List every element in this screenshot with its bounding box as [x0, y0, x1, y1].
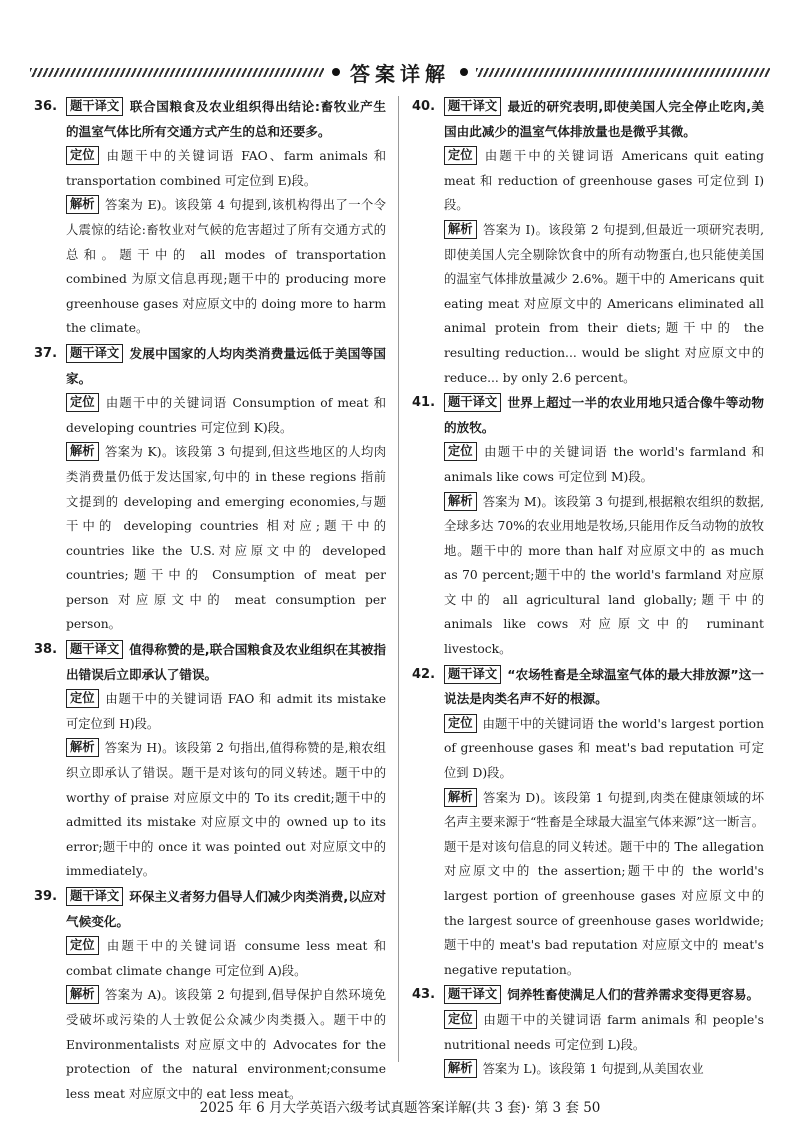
locate-para: [444, 712, 764, 786]
analysis-tag: 解析: [66, 195, 99, 214]
translation-text: 值得称赞的是,联合国粮食及农业组织在其被指出错误后立即承认了错误。: [66, 642, 386, 682]
analysis-tag: 解析: [444, 788, 477, 807]
analysis-text: 答案为 E)。该段第 4 句提到,该机构得出了一个令人震惊的结论:畜牧业对气候的危害超过了所有交通方式的总和。题干中的 all modes of transportation combined 为原文信息再现;题干中的 producing more greenhouse gases 对应原文中的 doing more to harm the climate。: [66, 198, 386, 336]
locate-para: [66, 144, 386, 193]
translation-text: 联合国粮食及农业组织得出结论:畜牧业产生的温室气体比所有交通方式产生的总和还要多。: [66, 99, 386, 139]
locate-text: 由题干中的关键词语 FAO 和 admit its mistake 可定位到 H)段。: [66, 692, 386, 731]
translation-tag: 题干译文: [444, 665, 501, 684]
locate-para: [444, 440, 764, 489]
analysis-text: 答案为 D)。该段第 1 句提到,肉类在健康领域的坏名声主要来源于“牲畜是全球最大温室气体来源”这一断言。题干是对该句信息的同义转述。题干中的 The allegation 对应原文中的 the assertion;题干中的 the world's largest portion of greenhouse gases 对应原文中的 the largest source of greenhouse gases worldwide;题干中的 meat's bad reputation 对应原文中的 meat's negative reputation。: [444, 790, 764, 977]
translation-tag: 题干译文: [444, 393, 501, 412]
locate-para: [66, 934, 386, 983]
left-column: [34, 95, 386, 1101]
locate-text: 由题干中的关键词语 farm animals 和 people's nutritional needs 可定位到 L)段。: [444, 1012, 764, 1052]
analysis-text: 答案为 K)。该段第 3 句提到,但这些地区的人均肉类消费量仍低于发达国家,句中的 in these regions 指前文提到的 developing and emerging economies,与题干中的 developing countries 相对应;题干中的 countries like the U.S.对应原文中的 developed countries;题干中的 Consumption of meat per person 对应原文中的 meat consumption per person。: [66, 445, 386, 632]
translation-para: [444, 983, 764, 1008]
analysis-para: [66, 983, 386, 1106]
question-number: 40.: [412, 99, 436, 114]
locate-para: [444, 144, 764, 218]
right-column: [412, 95, 764, 1077]
translation-text: 最近的研究表明,即使美国人完全停止吃肉,美国由此减少的温室气体排放量也是微乎其微。: [444, 99, 764, 139]
question-40: [412, 95, 764, 390]
analysis-para: [444, 1057, 764, 1082]
header-bullet-right: [460, 68, 468, 76]
analysis-para: [444, 786, 764, 983]
translation-para: [66, 342, 386, 391]
header-hatch-left: [30, 68, 324, 77]
locate-para: [66, 391, 386, 440]
locate-text: 由题干中的关键词语 Americans quit eating meat 和 reduction of greenhouse gases 可定位到 I)段。: [444, 149, 764, 213]
locate-para: [444, 1008, 764, 1057]
translation-para: [66, 638, 386, 687]
analysis-text: 答案为 H)。该段第 2 句指出,值得称赞的是,粮农组织立即承认了错误。题干是对该句的同义转述。题干中的 worthy of praise 对应原文中的 To its credit;题干中的 admitted its mistake 对应原文中的 owned up to its error;题干中的 once it was pointed out 对应原文中的 immediately。: [66, 741, 386, 879]
locate-text: 由题干中的关键词语 Consumption of meat 和 developing countries 可定位到 K)段。: [66, 396, 386, 435]
locate-tag: 定位: [444, 714, 477, 733]
question-number: 39.: [34, 889, 58, 904]
analysis-text: 答案为 A)。该段第 2 句提到,倡导保护自然环境免受破坏或污染的人士敦促公众减少肉类摄入。题干中的 Environmentalists 对应原文中的 Advocates for the protection of the natural environment;consume less meat 对应原文中的 eat less meat。: [66, 988, 386, 1101]
translation-tag: 题干译文: [444, 97, 501, 116]
locate-tag: 定位: [66, 146, 99, 165]
question-38: [34, 638, 386, 884]
question-36: [34, 95, 386, 341]
analysis-tag: 解析: [66, 985, 99, 1004]
translation-text: 饲养牲畜使满足人们的营养需求变得更容易。: [507, 987, 760, 1003]
question-number: 36.: [34, 99, 58, 114]
question-37: [34, 342, 386, 637]
question-number: 41.: [412, 395, 436, 411]
translation-text: 环保主义者努力倡导人们减少肉类消费,以应对气候变化。: [66, 889, 386, 929]
analysis-para: [66, 440, 386, 637]
translation-text: 世界上超过一半的农业用地只适合像牛等动物的放牧。: [444, 395, 764, 435]
analysis-para: [444, 218, 764, 390]
locate-tag: 定位: [444, 146, 477, 165]
translation-para: [66, 885, 386, 934]
column-divider: [398, 96, 399, 1062]
locate-tag: 定位: [66, 689, 99, 708]
question-42: [412, 663, 764, 983]
translation-tag: 题干译文: [66, 887, 123, 906]
analysis-para: [444, 490, 764, 662]
header-hatch-right: [476, 68, 770, 77]
translation-para: [66, 95, 386, 144]
translation-para: [444, 95, 764, 144]
locate-para: [66, 687, 386, 736]
locate-text: 由题干中的关键词语 FAO、farm animals 和 transportation combined 可定位到 E)段。: [66, 149, 386, 188]
locate-text: 由题干中的关键词语 the world's farmland 和 animals like cows 可定位到 M)段。: [444, 445, 764, 484]
analysis-tag: 解析: [66, 738, 99, 757]
page-header: [30, 56, 770, 88]
translation-tag: 题干译文: [66, 344, 123, 363]
question-39: [34, 885, 386, 1106]
analysis-text: 答案为 L)。该段第 1 句提到,从美国农业: [482, 1062, 704, 1077]
locate-text: 由题干中的关键词语 consume less meat 和 combat climate change 可定位到 A)段。: [66, 939, 386, 978]
analysis-text: 答案为 I)。该段第 2 句提到,但最近一项研究表明,即使美国人完全剔除饮食中的所有动物蛋白,也只能使美国的温室气体排放量减少 2.6%。题干中的 Americans quit eating meat 对应原文中的 Americans eliminated all animal protein from their diets;题干中的 the resulting reduction... would be slight 对应原文中的 reduce... by only 2.6 percent。: [444, 222, 764, 385]
translation-para: [444, 391, 764, 440]
translation-text: “农场牲畜是全球温室气体的最大排放源”这一说法是肉类名声不好的根源。: [444, 666, 764, 707]
page-title: 答案详解: [350, 61, 450, 86]
question-number: 37.: [34, 345, 58, 361]
locate-tag: 定位: [66, 936, 99, 955]
analysis-para: [66, 193, 386, 341]
locate-tag: 定位: [444, 442, 477, 461]
translation-tag: 题干译文: [444, 985, 501, 1004]
question-41: [412, 391, 764, 662]
page-footer: 2025 年 6 月大学英语六级考试真题答案详解(共 3 套)· 第 3 套 50: [199, 1100, 601, 1116]
translation-text: 发展中国家的人均肉类消费量远低于美国等国家。: [66, 345, 386, 386]
locate-tag: 定位: [444, 1010, 477, 1029]
question-number: 43.: [412, 987, 436, 1003]
translation-para: [444, 663, 764, 712]
analysis-tag: 解析: [444, 220, 477, 239]
analysis-tag: 解析: [66, 442, 99, 461]
analysis-para: [66, 736, 386, 884]
analysis-tag: 解析: [444, 1059, 477, 1078]
translation-tag: 题干译文: [66, 640, 123, 659]
locate-tag: 定位: [66, 393, 99, 412]
analysis-text: 答案为 M)。该段第 3 句提到,根据粮农组织的数据,全球多达 70%的农业用地是牧场,只能用作反刍动物的放牧地。题干中的 more than half 对应原文中的 as much as 70 percent;题干中的 the world's farmland 对应原文中的 all agricultural land globally;题干中的 animals like cows 对应原文中的 ruminant livestock。: [444, 494, 764, 657]
analysis-tag: 解析: [444, 492, 477, 511]
question-43: [412, 983, 764, 1081]
translation-tag: 题干译文: [66, 97, 123, 116]
header-bullet-left: [332, 68, 340, 76]
question-number: 42.: [412, 666, 436, 682]
locate-text: 由题干中的关键词语 the world's largest portion of greenhouse gases 和 meat's bad reputation 可定位到 D)段。: [444, 716, 764, 781]
question-number: 38.: [34, 642, 58, 658]
